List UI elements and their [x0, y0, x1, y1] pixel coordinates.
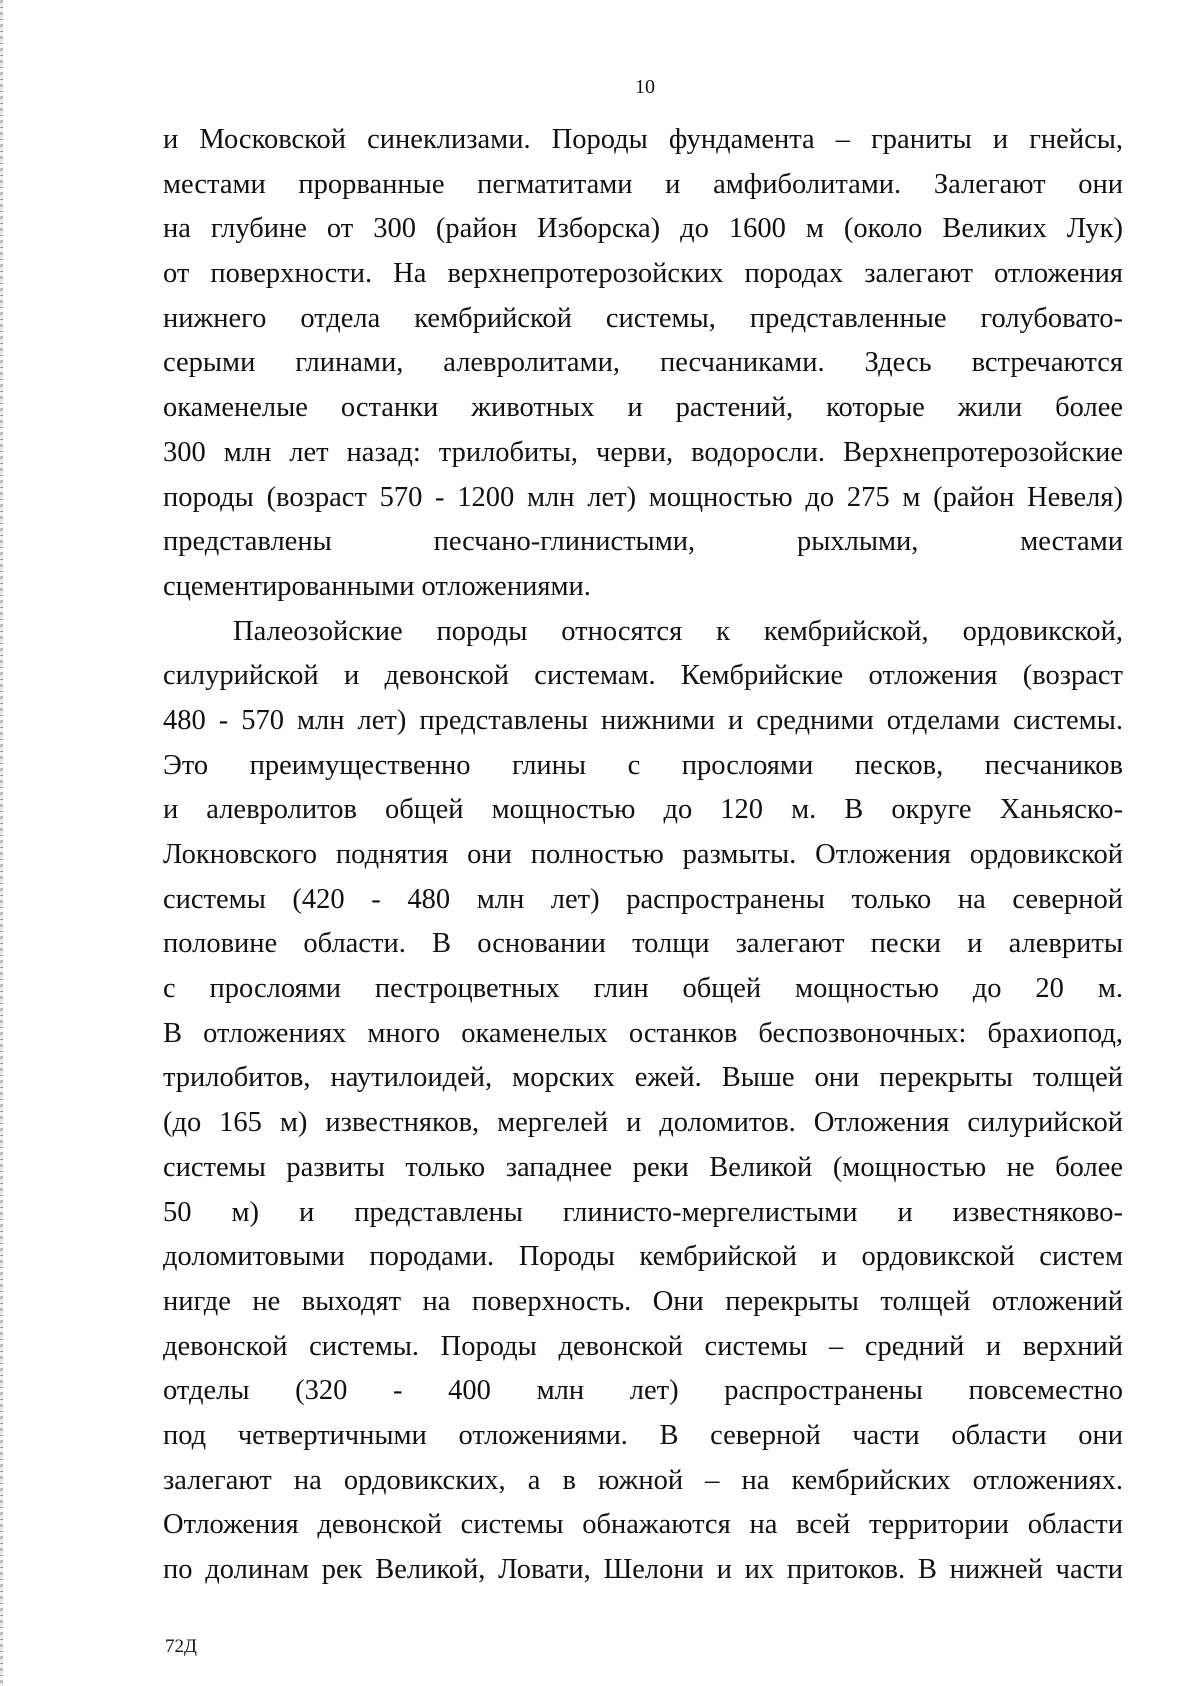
text-line: системы (420 - 480 млн лет) распространены только на северной: [163, 883, 1123, 915]
text-line: отделы (320 - 400 млн лет) распространены повсеместно: [163, 1375, 1123, 1407]
text-line: серыми глинами, алевролитами, песчаниками. Здесь встречаются: [163, 347, 1123, 379]
text-line: трилобитов, наутилоидей, морских ежей. Выше они перекрыты толщей: [163, 1062, 1123, 1094]
text-line: и Московской синеклизами. Породы фундамента – граниты и гнейсы,: [163, 124, 1123, 155]
text-line: Отложения девонской системы обнажаются на всей территории области: [163, 1509, 1123, 1541]
scan-edge: [0, 0, 3, 1686]
text-line: от поверхности. На верхнепротерозойских породах залегают отложения: [163, 258, 1123, 290]
text-line: системы развиты только западнее реки Великой (мощностью не более: [163, 1151, 1123, 1183]
text-line: с прослоями пестроцветных глин общей мощностью до 20 м.: [163, 973, 1123, 1005]
text-line: на глубине от 300 (район Изборска) до 1600 м (около Великих Лук): [163, 213, 1123, 245]
text-line: залегают на ордовикских, а в южной – на кембрийских отложениях.: [163, 1464, 1123, 1496]
text-line: силурийской и девонской системам. Кембрийские отложения (возраст: [163, 660, 1123, 692]
page-number: 10: [635, 76, 655, 98]
text-line: по долинам рек Великой, Ловати, Шелони и их притоков. В нижней части: [163, 1554, 1123, 1585]
text-line: Это преимущественно глины с прослоями песков, песчаников: [163, 749, 1123, 781]
text-line: половине области. В основании толщи залегают пески и алевриты: [163, 928, 1123, 960]
text-line: местами прорванные пегматитами и амфиболитами. Залегают они: [163, 168, 1123, 200]
text-line: и алевролитов общей мощностью до 120 м. В округе Ханьяско-: [163, 794, 1123, 826]
text-line: Палеозойские породы относятся к кембрийской, ордовикской,: [233, 615, 1123, 647]
text-line: доломитовыми породами. Породы кембрийской и ордовикской систем: [163, 1241, 1123, 1273]
text-line: 50 м) и представлены глинисто-мергелистыми и известняково-: [163, 1196, 1123, 1228]
text-line: нижнего отдела кембрийской системы, представленные голубовато-: [163, 302, 1123, 334]
text-line: 300 млн лет назад: трилобиты, черви, водоросли. Верхнепротерозойские: [163, 436, 1123, 468]
footer-code: 72Д: [165, 1636, 197, 1657]
text-line: окаменелые останки животных и растений, которые жили более: [163, 392, 1123, 424]
text-line: породы (возраст 570 - 1200 млн лет) мощностью до 275 м (район Невеля): [163, 481, 1123, 513]
text-line: сцементированными отложениями.: [163, 570, 591, 602]
body-text: [163, 118, 1123, 1593]
text-line: (до 165 м) известняков, мергелей и доломитов. Отложения силурийской: [163, 1107, 1123, 1139]
text-line: В отложениях много окаменелых останков беспозвоночных: брахиопод,: [163, 1017, 1123, 1049]
text-line: 480 - 570 млн лет) представлены нижними и средними отделами системы.: [163, 704, 1123, 736]
text-line: девонской системы. Породы девонской системы – средний и верхний: [163, 1330, 1123, 1362]
text-line: представлены песчано-глинистыми, рыхлыми, местами: [163, 526, 1123, 558]
text-line: нигде не выходят на поверхность. Они перекрыты толщей отложений: [163, 1285, 1123, 1317]
text-line: под четвертичными отложениями. В северной части области они: [163, 1419, 1123, 1451]
text-line: Локновского поднятия они полностью размыты. Отложения ордовикской: [163, 839, 1123, 870]
